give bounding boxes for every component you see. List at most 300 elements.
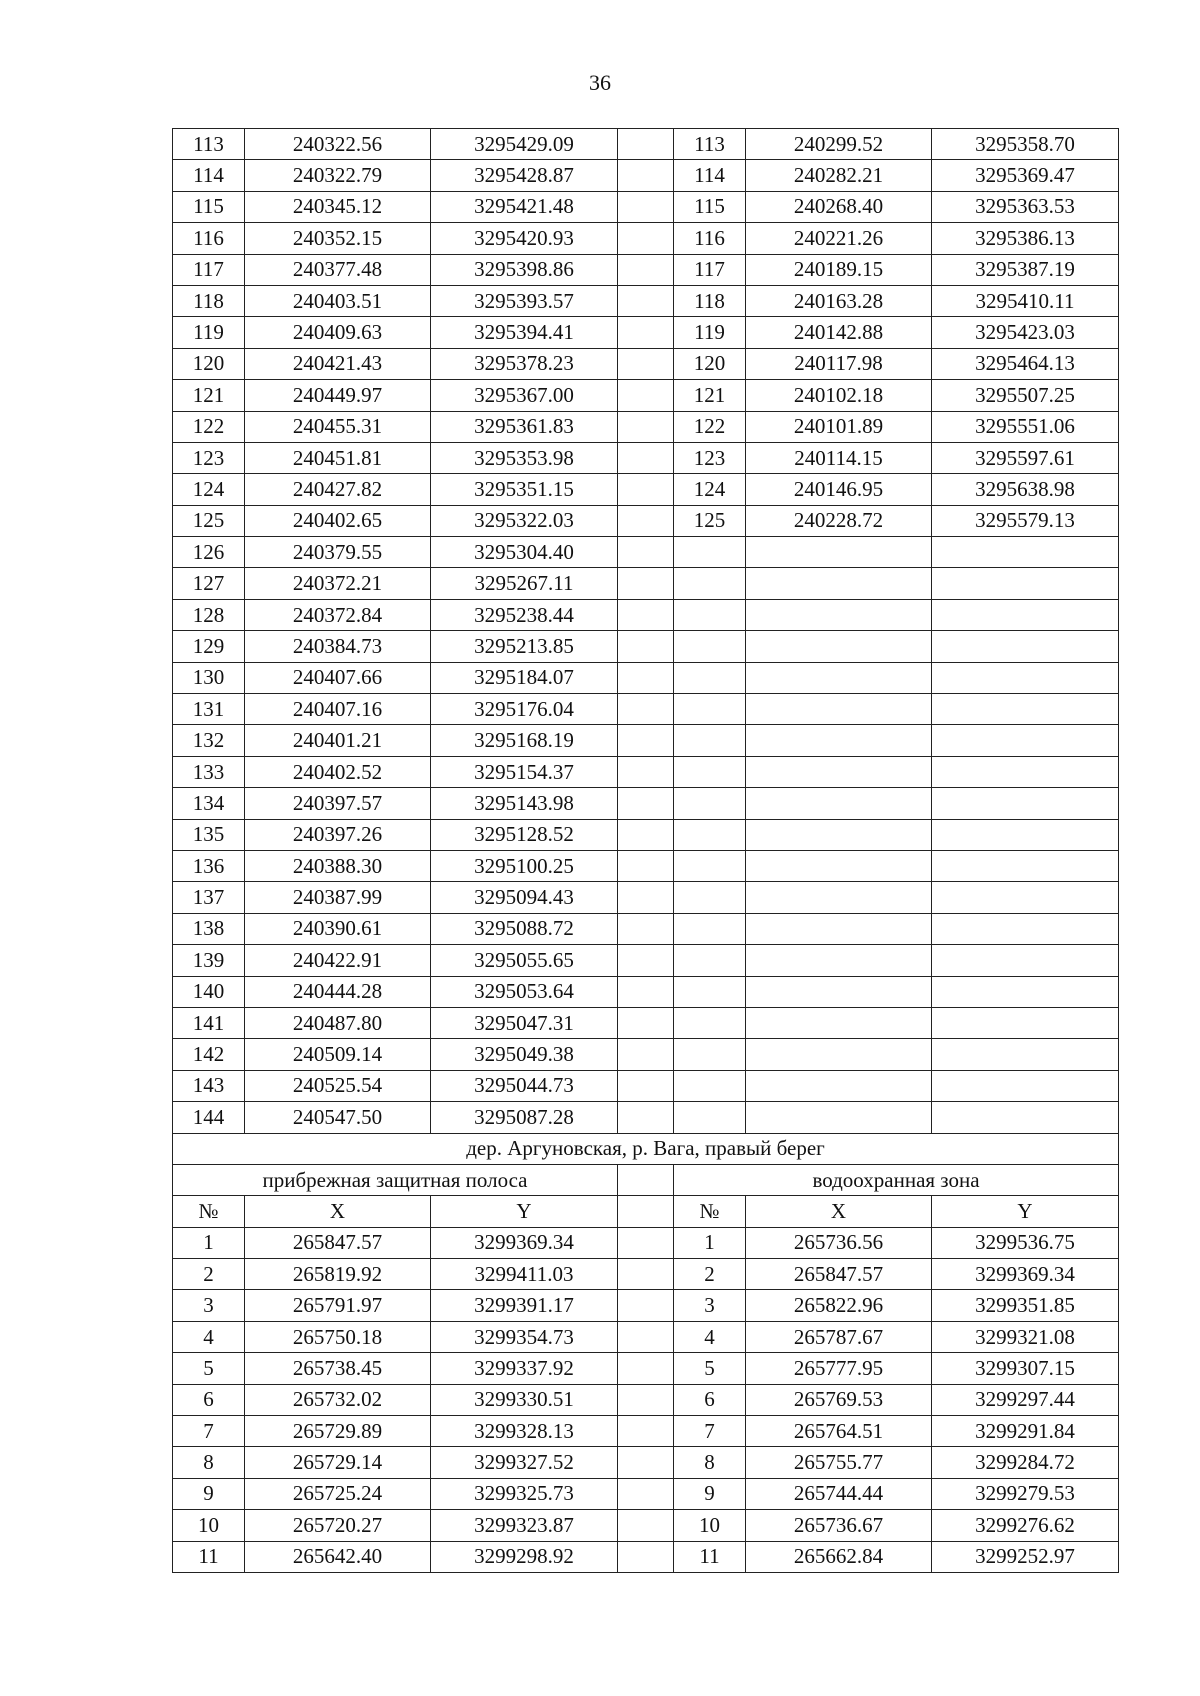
table-row [173, 129, 1119, 160]
point-no-right: 120 [674, 348, 746, 379]
y-left: 3295053.64 [431, 976, 618, 1007]
y-right: 3295579.13 [932, 505, 1119, 536]
table-row [173, 474, 1119, 505]
gap-cell [618, 1102, 674, 1133]
point-no-right: 125 [674, 505, 746, 536]
table-row [173, 254, 1119, 285]
point-no-left: 144 [173, 1102, 245, 1133]
table-row [173, 1416, 1119, 1447]
table-row [173, 694, 1119, 725]
point-no-right [674, 568, 746, 599]
point-no-right [674, 788, 746, 819]
table-row [173, 725, 1119, 756]
y-left: 3295088.72 [431, 913, 618, 944]
y-left: 3299411.03 [431, 1259, 618, 1290]
point-no-right [674, 537, 746, 568]
x-right: 240146.95 [746, 474, 932, 505]
gap-cell [618, 474, 674, 505]
gap-cell [618, 160, 674, 191]
x-left: 265847.57 [245, 1227, 431, 1258]
gap-cell [618, 788, 674, 819]
y-right [932, 756, 1119, 787]
table-row [173, 285, 1119, 316]
point-no-right [674, 662, 746, 693]
col-header-y-left: Y [431, 1196, 618, 1227]
gap-cell [618, 913, 674, 944]
y-left: 3299323.87 [431, 1510, 618, 1541]
gap-cell [618, 1164, 674, 1195]
x-left: 240372.84 [245, 599, 431, 630]
point-no-left: 122 [173, 411, 245, 442]
x-left: 265725.24 [245, 1478, 431, 1509]
point-no-right: 117 [674, 254, 746, 285]
y-right [932, 662, 1119, 693]
gap-cell [618, 1007, 674, 1038]
gap-cell [618, 568, 674, 599]
y-right [932, 599, 1119, 630]
point-no-right [674, 1007, 746, 1038]
gap-cell [618, 1227, 674, 1258]
point-no-left: 133 [173, 756, 245, 787]
x-left: 240379.55 [245, 537, 431, 568]
point-no-right [674, 1070, 746, 1101]
gap-cell [618, 819, 674, 850]
x-right [746, 599, 932, 630]
y-right: 3295423.03 [932, 317, 1119, 348]
table-row [173, 1510, 1119, 1541]
x-left: 240397.57 [245, 788, 431, 819]
x-right [746, 1102, 932, 1133]
y-right [932, 1070, 1119, 1101]
x-right [746, 568, 932, 599]
point-no-left: 115 [173, 191, 245, 222]
x-left: 240525.54 [245, 1070, 431, 1101]
x-left: 265791.97 [245, 1290, 431, 1321]
section-title: дер. Аргуновская, р. Вага, правый берег [173, 1133, 1119, 1164]
y-left: 3295420.93 [431, 223, 618, 254]
table-row [173, 1290, 1119, 1321]
table-row [173, 850, 1119, 881]
table-row [173, 976, 1119, 1007]
gap-cell [618, 945, 674, 976]
x-left: 240402.65 [245, 505, 431, 536]
x-right: 265736.56 [746, 1227, 932, 1258]
y-right: 3299284.72 [932, 1447, 1119, 1478]
point-no-left: 2 [173, 1259, 245, 1290]
point-no-right [674, 631, 746, 662]
x-left: 240407.66 [245, 662, 431, 693]
table-row [173, 1007, 1119, 1038]
x-left: 240407.16 [245, 694, 431, 725]
point-no-left: 118 [173, 285, 245, 316]
page-number: 36 [589, 70, 611, 95]
gap-cell [618, 380, 674, 411]
table-row [173, 1478, 1119, 1509]
table-row [173, 1039, 1119, 1070]
x-left: 240487.80 [245, 1007, 431, 1038]
y-right [932, 568, 1119, 599]
point-no-left: 114 [173, 160, 245, 191]
point-no-right: 1 [674, 1227, 746, 1258]
y-left: 3299327.52 [431, 1447, 618, 1478]
gap-cell [618, 129, 674, 160]
point-no-right: 6 [674, 1384, 746, 1415]
table-row [173, 1541, 1119, 1572]
y-right [932, 850, 1119, 881]
point-no-left: 117 [173, 254, 245, 285]
gap-cell [618, 694, 674, 725]
table-row [173, 411, 1119, 442]
point-no-right: 122 [674, 411, 746, 442]
x-right: 265787.67 [746, 1321, 932, 1352]
y-right [932, 1039, 1119, 1070]
x-right: 265847.57 [746, 1259, 932, 1290]
point-no-left: 126 [173, 537, 245, 568]
x-left: 265642.40 [245, 1541, 431, 1572]
x-left: 240547.50 [245, 1102, 431, 1133]
x-right [746, 882, 932, 913]
gap-cell [618, 223, 674, 254]
point-no-left: 129 [173, 631, 245, 662]
x-right: 240163.28 [746, 285, 932, 316]
point-no-left: 121 [173, 380, 245, 411]
gap-cell [618, 348, 674, 379]
point-no-left: 132 [173, 725, 245, 756]
coordinates-table [172, 128, 1119, 1573]
point-no-left: 128 [173, 599, 245, 630]
y-left: 3295353.98 [431, 442, 618, 473]
x-left: 240387.99 [245, 882, 431, 913]
x-left: 265729.14 [245, 1447, 431, 1478]
gap-cell [618, 1070, 674, 1101]
y-left: 3295351.15 [431, 474, 618, 505]
y-right [932, 945, 1119, 976]
point-no-left: 3 [173, 1290, 245, 1321]
point-no-right: 121 [674, 380, 746, 411]
y-right: 3299307.15 [932, 1353, 1119, 1384]
x-left: 265732.02 [245, 1384, 431, 1415]
point-no-left: 130 [173, 662, 245, 693]
table-row [173, 756, 1119, 787]
point-no-left: 134 [173, 788, 245, 819]
y-left: 3295094.43 [431, 882, 618, 913]
point-no-left: 5 [173, 1353, 245, 1384]
gap-cell [618, 254, 674, 285]
x-left: 265720.27 [245, 1510, 431, 1541]
gap-cell [618, 631, 674, 662]
x-left: 240352.15 [245, 223, 431, 254]
x-right [746, 1007, 932, 1038]
point-no-left: 143 [173, 1070, 245, 1101]
y-right: 3295369.47 [932, 160, 1119, 191]
x-left: 240455.31 [245, 411, 431, 442]
point-no-left: 135 [173, 819, 245, 850]
x-right [746, 631, 932, 662]
point-no-left: 140 [173, 976, 245, 1007]
y-right [932, 725, 1119, 756]
x-right: 240282.21 [746, 160, 932, 191]
point-no-right: 119 [674, 317, 746, 348]
x-right: 240189.15 [746, 254, 932, 285]
y-right: 3295387.19 [932, 254, 1119, 285]
x-right [746, 819, 932, 850]
y-left: 3295184.07 [431, 662, 618, 693]
gap-cell [618, 1353, 674, 1384]
y-left: 3295238.44 [431, 599, 618, 630]
x-left: 240421.43 [245, 348, 431, 379]
point-no-right [674, 819, 746, 850]
y-left: 3295367.00 [431, 380, 618, 411]
table-row [173, 1384, 1119, 1415]
x-left: 240403.51 [245, 285, 431, 316]
gap-cell [618, 1478, 674, 1509]
left-subtitle: прибрежная защитная полоса [173, 1164, 618, 1195]
x-left: 265819.92 [245, 1259, 431, 1290]
x-right [746, 1039, 932, 1070]
y-left: 3299354.73 [431, 1321, 618, 1352]
y-right: 3299321.08 [932, 1321, 1119, 1352]
point-no-left: 113 [173, 129, 245, 160]
y-left: 3299337.92 [431, 1353, 618, 1384]
x-left: 240427.82 [245, 474, 431, 505]
point-no-left: 119 [173, 317, 245, 348]
x-right [746, 913, 932, 944]
col-header-no-right: № [674, 1196, 746, 1227]
point-no-left: 131 [173, 694, 245, 725]
x-right: 265662.84 [746, 1541, 932, 1572]
table-row [173, 1353, 1119, 1384]
point-no-right: 7 [674, 1416, 746, 1447]
table-row [173, 1259, 1119, 1290]
table-row [173, 945, 1119, 976]
table-row [173, 819, 1119, 850]
table-row [173, 537, 1119, 568]
gap-cell [618, 1416, 674, 1447]
gap-cell [618, 850, 674, 881]
x-right: 265736.67 [746, 1510, 932, 1541]
y-right: 3299276.62 [932, 1510, 1119, 1541]
x-left: 265729.89 [245, 1416, 431, 1447]
table-row [173, 788, 1119, 819]
x-right: 240102.18 [746, 380, 932, 411]
gap-cell [618, 1321, 674, 1352]
table-row [173, 1227, 1119, 1258]
point-no-left: 10 [173, 1510, 245, 1541]
point-no-right [674, 882, 746, 913]
gap-cell [618, 599, 674, 630]
x-left: 240390.61 [245, 913, 431, 944]
x-right: 240117.98 [746, 348, 932, 379]
point-no-left: 11 [173, 1541, 245, 1572]
y-right [932, 537, 1119, 568]
y-right [932, 694, 1119, 725]
y-right: 3295638.98 [932, 474, 1119, 505]
x-right: 265755.77 [746, 1447, 932, 1478]
table-row [173, 1321, 1119, 1352]
section-header [173, 1133, 1119, 1227]
y-right: 3295597.61 [932, 442, 1119, 473]
point-no-right: 5 [674, 1353, 746, 1384]
y-left: 3295143.98 [431, 788, 618, 819]
y-left: 3295304.40 [431, 537, 618, 568]
y-left: 3295398.86 [431, 254, 618, 285]
point-no-left: 6 [173, 1384, 245, 1415]
x-left: 240409.63 [245, 317, 431, 348]
table-row [173, 317, 1119, 348]
gap-cell [618, 317, 674, 348]
y-left: 3295421.48 [431, 191, 618, 222]
y-right: 3295358.70 [932, 129, 1119, 160]
y-left: 3295049.38 [431, 1039, 618, 1070]
y-left: 3299328.13 [431, 1416, 618, 1447]
upper-rows [173, 129, 1119, 1134]
y-left: 3295393.57 [431, 285, 618, 316]
gap-cell [618, 976, 674, 1007]
table-row [173, 442, 1119, 473]
gap-cell [618, 1510, 674, 1541]
x-right [746, 537, 932, 568]
point-no-right: 123 [674, 442, 746, 473]
point-no-right: 9 [674, 1478, 746, 1509]
point-no-right: 3 [674, 1290, 746, 1321]
y-left: 3299391.17 [431, 1290, 618, 1321]
table-row [173, 223, 1119, 254]
table-row [173, 1070, 1119, 1101]
x-right [746, 756, 932, 787]
point-no-right: 113 [674, 129, 746, 160]
point-no-right: 115 [674, 191, 746, 222]
y-right: 3299536.75 [932, 1227, 1119, 1258]
x-left: 240509.14 [245, 1039, 431, 1070]
y-right: 3299297.44 [932, 1384, 1119, 1415]
point-no-right [674, 599, 746, 630]
table-row [173, 882, 1119, 913]
point-no-right [674, 850, 746, 881]
y-left: 3295378.23 [431, 348, 618, 379]
gap-cell [618, 662, 674, 693]
point-no-right [674, 725, 746, 756]
point-no-left: 136 [173, 850, 245, 881]
x-right [746, 945, 932, 976]
y-right: 3295507.25 [932, 380, 1119, 411]
point-no-left: 7 [173, 1416, 245, 1447]
col-header-no-left: № [173, 1196, 245, 1227]
point-no-left: 1 [173, 1227, 245, 1258]
y-right [932, 976, 1119, 1007]
table-row [173, 913, 1119, 944]
x-right [746, 788, 932, 819]
col-header-x-left: X [245, 1196, 431, 1227]
table-row [173, 662, 1119, 693]
y-right: 3295410.11 [932, 285, 1119, 316]
point-no-left: 138 [173, 913, 245, 944]
gap-cell [618, 1259, 674, 1290]
point-no-right: 2 [674, 1259, 746, 1290]
y-left: 3295100.25 [431, 850, 618, 881]
point-no-left: 120 [173, 348, 245, 379]
point-no-right: 4 [674, 1321, 746, 1352]
table-row [173, 505, 1119, 536]
x-right: 240268.40 [746, 191, 932, 222]
y-right: 3295363.53 [932, 191, 1119, 222]
gap-cell [618, 537, 674, 568]
table-row [173, 191, 1119, 222]
y-right: 3295551.06 [932, 411, 1119, 442]
table-row [173, 599, 1119, 630]
x-left: 240444.28 [245, 976, 431, 1007]
gap-cell [618, 442, 674, 473]
point-no-left: 9 [173, 1478, 245, 1509]
table-row [173, 1102, 1119, 1133]
x-left: 240345.12 [245, 191, 431, 222]
point-no-left: 123 [173, 442, 245, 473]
y-left: 3295055.65 [431, 945, 618, 976]
y-right: 3299252.97 [932, 1541, 1119, 1572]
x-right: 240114.15 [746, 442, 932, 473]
point-no-right [674, 976, 746, 1007]
point-no-left: 141 [173, 1007, 245, 1038]
point-no-left: 142 [173, 1039, 245, 1070]
point-no-left: 139 [173, 945, 245, 976]
y-right [932, 882, 1119, 913]
col-header-x-right: X [746, 1196, 932, 1227]
y-left: 3295361.83 [431, 411, 618, 442]
x-right: 265764.51 [746, 1416, 932, 1447]
y-left: 3295044.73 [431, 1070, 618, 1101]
x-left: 240388.30 [245, 850, 431, 881]
x-right [746, 725, 932, 756]
x-left: 265750.18 [245, 1321, 431, 1352]
subtitle-row [173, 1164, 1119, 1195]
x-right: 265822.96 [746, 1290, 932, 1321]
point-no-right [674, 1102, 746, 1133]
gap-cell [618, 285, 674, 316]
x-right: 240101.89 [746, 411, 932, 442]
point-no-right [674, 694, 746, 725]
x-left: 240397.26 [245, 819, 431, 850]
y-right [932, 913, 1119, 944]
y-left: 3295087.28 [431, 1102, 618, 1133]
y-right [932, 788, 1119, 819]
point-no-left: 116 [173, 223, 245, 254]
gap-cell [618, 1541, 674, 1572]
point-no-right [674, 1039, 746, 1070]
gap-cell [618, 756, 674, 787]
x-left: 240322.79 [245, 160, 431, 191]
point-no-right: 11 [674, 1541, 746, 1572]
y-right: 3295464.13 [932, 348, 1119, 379]
y-left: 3295128.52 [431, 819, 618, 850]
point-no-right [674, 913, 746, 944]
gap-cell [618, 505, 674, 536]
y-left: 3295429.09 [431, 129, 618, 160]
col-header-y-right: Y [932, 1196, 1119, 1227]
x-right: 265777.95 [746, 1353, 932, 1384]
x-right: 240228.72 [746, 505, 932, 536]
point-no-left: 8 [173, 1447, 245, 1478]
column-header-row [173, 1196, 1119, 1227]
point-no-right: 118 [674, 285, 746, 316]
y-left: 3295154.37 [431, 756, 618, 787]
x-right: 240142.88 [746, 317, 932, 348]
y-left: 3295428.87 [431, 160, 618, 191]
gap-cell [618, 1384, 674, 1415]
x-left: 240322.56 [245, 129, 431, 160]
point-no-right [674, 756, 746, 787]
x-left: 240384.73 [245, 631, 431, 662]
x-right [746, 850, 932, 881]
x-left: 240422.91 [245, 945, 431, 976]
